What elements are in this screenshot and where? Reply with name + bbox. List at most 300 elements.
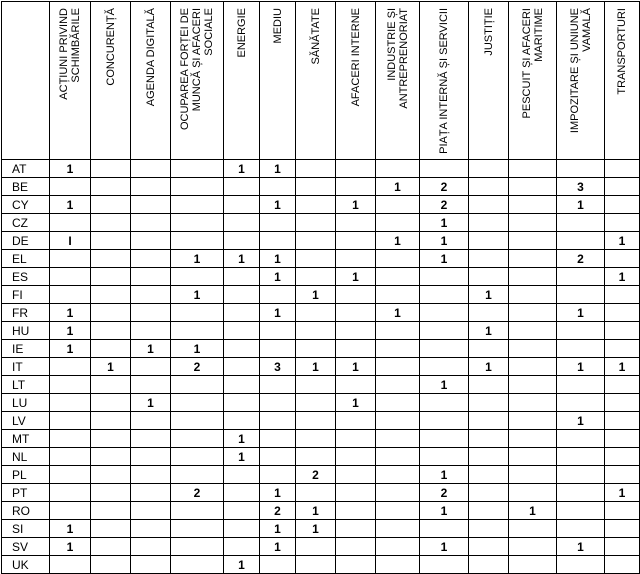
- table-cell: [336, 376, 376, 394]
- table-cell: [376, 430, 420, 448]
- table-cell: [469, 178, 509, 196]
- table-cell: [171, 412, 224, 430]
- table-cell: [557, 484, 605, 502]
- country-code: SI: [2, 520, 50, 538]
- table-cell: 1: [605, 358, 640, 376]
- table-cell: [557, 556, 605, 574]
- table-cell: 1: [557, 412, 605, 430]
- table-cell: [469, 340, 509, 358]
- table-cell: [131, 448, 171, 466]
- table-cell: [260, 232, 296, 250]
- table-cell: 1: [50, 160, 91, 178]
- table-cell: [336, 160, 376, 178]
- table-cell: [509, 556, 557, 574]
- table-cell: 1: [605, 268, 640, 286]
- table-cell: [605, 340, 640, 358]
- table-row: [2, 538, 640, 556]
- country-code: ES: [2, 268, 50, 286]
- table-cell: [260, 178, 296, 196]
- country-code: CZ: [2, 214, 50, 232]
- table-cell: 1: [260, 268, 296, 286]
- column-header-label: INDUSTRIE ȘI ANTREPRENORIAT: [385, 8, 410, 109]
- table-cell: [296, 268, 336, 286]
- table-cell: [131, 322, 171, 340]
- table-cell: [50, 412, 91, 430]
- table-row: [2, 160, 640, 178]
- table-cell: 1: [469, 322, 509, 340]
- table-cell: 1: [336, 268, 376, 286]
- table-cell: [50, 448, 91, 466]
- table-cell: [509, 232, 557, 250]
- table-cell: [336, 430, 376, 448]
- table-cell: [171, 196, 224, 214]
- table-cell: 1: [224, 250, 260, 268]
- table-cell: [605, 196, 640, 214]
- table-cell: [336, 484, 376, 502]
- table-cell: [605, 250, 640, 268]
- table-row: [2, 178, 640, 196]
- table-cell: [91, 304, 131, 322]
- table-cell: [296, 376, 336, 394]
- table-row: [2, 304, 640, 322]
- table-cell: [260, 376, 296, 394]
- table-cell: [336, 466, 376, 484]
- table-cell: [420, 556, 469, 574]
- table-cell: [296, 322, 336, 340]
- table-cell: 1: [420, 214, 469, 232]
- table-row: [2, 250, 640, 268]
- table-cell: [91, 376, 131, 394]
- table-cell: [336, 304, 376, 322]
- table-cell: [376, 394, 420, 412]
- table-cell: 1: [260, 484, 296, 502]
- table-cell: [91, 412, 131, 430]
- table-cell: 2: [260, 502, 296, 520]
- table-cell: [376, 448, 420, 466]
- table-cell: 1: [420, 376, 469, 394]
- table-row: [2, 358, 640, 376]
- column-header-label: IMPOZITARE ȘI UNIUNE VAMALĂ: [568, 8, 593, 134]
- table-cell: [509, 268, 557, 286]
- table-cell: [171, 538, 224, 556]
- table-cell: [296, 556, 336, 574]
- table-cell: [260, 322, 296, 340]
- column-header-label: CONCURENȚĂ: [104, 8, 117, 86]
- table-cell: [91, 484, 131, 502]
- table-cell: [224, 214, 260, 232]
- table-cell: [131, 250, 171, 268]
- table-cell: [509, 466, 557, 484]
- table-cell: [557, 394, 605, 412]
- column-header: [336, 2, 376, 160]
- table-cell: [296, 304, 336, 322]
- table-cell: [131, 466, 171, 484]
- country-code: PT: [2, 484, 50, 502]
- table-cell: [171, 376, 224, 394]
- table-cell: [260, 556, 296, 574]
- column-header: [420, 2, 469, 160]
- table-row: [2, 556, 640, 574]
- table-cell: [469, 556, 509, 574]
- table-cell: 1: [224, 160, 260, 178]
- table-cell: [171, 430, 224, 448]
- table-cell: 1: [224, 430, 260, 448]
- table-cell: [50, 394, 91, 412]
- table-cell: [336, 178, 376, 196]
- table-cell: [509, 358, 557, 376]
- table-cell: [605, 448, 640, 466]
- country-code: AT: [2, 160, 50, 178]
- country-code: LV: [2, 412, 50, 430]
- table-cell: [50, 484, 91, 502]
- table-cell: 1: [296, 358, 336, 376]
- table-cell: [224, 178, 260, 196]
- table-row: [2, 196, 640, 214]
- table-cell: [131, 286, 171, 304]
- table-cell: [296, 448, 336, 466]
- table-cell: [171, 466, 224, 484]
- table-cell: [605, 556, 640, 574]
- table-cell: [91, 448, 131, 466]
- table-cell: [336, 340, 376, 358]
- table-cell: 1: [171, 340, 224, 358]
- table-cell: [171, 394, 224, 412]
- column-header-label: JUSTIȚIE: [482, 8, 495, 56]
- table-cell: [469, 160, 509, 178]
- table-cell: 1: [91, 358, 131, 376]
- table-row: [2, 412, 640, 430]
- table-cell: [469, 214, 509, 232]
- table-row: [2, 322, 640, 340]
- table-cell: [171, 268, 224, 286]
- table-cell: [509, 160, 557, 178]
- country-code: FI: [2, 286, 50, 304]
- table-cell: [336, 556, 376, 574]
- table-cell: [260, 214, 296, 232]
- table-cell: [260, 394, 296, 412]
- table-cell: [557, 268, 605, 286]
- table-cell: 1: [509, 502, 557, 520]
- table-cell: [91, 340, 131, 358]
- table-cell: [131, 214, 171, 232]
- table-cell: [376, 412, 420, 430]
- table-cell: [224, 412, 260, 430]
- table-cell: [376, 538, 420, 556]
- table-cell: [605, 466, 640, 484]
- table-cell: [91, 178, 131, 196]
- table-cell: [91, 466, 131, 484]
- table-row: [2, 502, 640, 520]
- table-cell: [260, 286, 296, 304]
- country-code: LT: [2, 376, 50, 394]
- table-cell: [557, 430, 605, 448]
- table-cell: [509, 394, 557, 412]
- table-cell: [376, 340, 420, 358]
- column-header: [50, 2, 91, 160]
- table-cell: [605, 160, 640, 178]
- table-row: [2, 232, 640, 250]
- column-header: [605, 2, 640, 160]
- table-cell: 1: [336, 394, 376, 412]
- table-cell: [376, 358, 420, 376]
- column-header: [509, 2, 557, 160]
- table-cell: 3: [260, 358, 296, 376]
- table-cell: [336, 322, 376, 340]
- table-cell: [224, 322, 260, 340]
- column-header-label: MEDIU: [271, 8, 284, 44]
- table-cell: [131, 556, 171, 574]
- table-cell: [224, 394, 260, 412]
- table-cell: [420, 304, 469, 322]
- column-header-label: ACȚIUNI PRIVIND SCHIMBĂRILE: [58, 8, 82, 100]
- table-cell: [296, 412, 336, 430]
- table-cell: [50, 268, 91, 286]
- country-code: PL: [2, 466, 50, 484]
- table-cell: 1: [420, 466, 469, 484]
- table-row: [2, 448, 640, 466]
- table-cell: [509, 538, 557, 556]
- country-topic-table: [1, 1, 640, 574]
- table-cell: [420, 448, 469, 466]
- table-cell: [557, 448, 605, 466]
- header-row: [2, 2, 640, 160]
- country-code: NL: [2, 448, 50, 466]
- table-cell: [131, 304, 171, 322]
- table-cell: [376, 286, 420, 304]
- table-cell: [50, 502, 91, 520]
- table-cell: [509, 376, 557, 394]
- table-cell: [336, 214, 376, 232]
- table-cell: [91, 250, 131, 268]
- table-cell: 1: [50, 196, 91, 214]
- table-cell: [131, 196, 171, 214]
- table-cell: 1: [376, 178, 420, 196]
- table-cell: [171, 178, 224, 196]
- table-cell: [376, 466, 420, 484]
- table-cell: [469, 304, 509, 322]
- table-cell: [509, 304, 557, 322]
- country-code: DE: [2, 232, 50, 250]
- table-cell: [605, 520, 640, 538]
- table-cell: I: [50, 232, 91, 250]
- table-cell: [469, 484, 509, 502]
- column-header-label: PIAȚA INTERNĂ ȘI SERVICII: [438, 8, 450, 154]
- table-cell: [296, 538, 336, 556]
- table-cell: [224, 376, 260, 394]
- table-cell: [605, 322, 640, 340]
- column-header-label: AFACERI INTERNE: [349, 8, 362, 107]
- table-cell: 1: [336, 196, 376, 214]
- table-cell: [296, 196, 336, 214]
- table-cell: [336, 520, 376, 538]
- table-cell: [469, 250, 509, 268]
- table-cell: [224, 520, 260, 538]
- table-cell: 1: [469, 358, 509, 376]
- table-cell: 1: [131, 394, 171, 412]
- table-cell: [557, 160, 605, 178]
- table-cell: [605, 394, 640, 412]
- table-cell: [336, 232, 376, 250]
- table-cell: [91, 520, 131, 538]
- table-cell: [605, 214, 640, 232]
- table-cell: [224, 466, 260, 484]
- table-cell: 1: [296, 502, 336, 520]
- table-cell: 1: [260, 160, 296, 178]
- table-cell: [91, 232, 131, 250]
- table-cell: [91, 160, 131, 178]
- table-cell: [469, 412, 509, 430]
- header-corner: [2, 2, 50, 160]
- table-cell: [376, 502, 420, 520]
- table-cell: [171, 448, 224, 466]
- table-cell: [557, 286, 605, 304]
- country-code: FR: [2, 304, 50, 322]
- table-cell: [605, 178, 640, 196]
- country-code: EL: [2, 250, 50, 268]
- table-cell: [605, 286, 640, 304]
- table-row: [2, 340, 640, 358]
- table-cell: [469, 232, 509, 250]
- country-code: HU: [2, 322, 50, 340]
- table-cell: 1: [260, 250, 296, 268]
- table-cell: [224, 358, 260, 376]
- table-cell: [557, 502, 605, 520]
- table-cell: [50, 286, 91, 304]
- table-cell: 2: [420, 484, 469, 502]
- table-cell: [469, 448, 509, 466]
- table-row: [2, 520, 640, 538]
- table-cell: 1: [260, 520, 296, 538]
- table-cell: [91, 538, 131, 556]
- table-cell: [91, 268, 131, 286]
- table-cell: 1: [50, 520, 91, 538]
- table-cell: [131, 502, 171, 520]
- table-cell: [224, 286, 260, 304]
- table-cell: [469, 394, 509, 412]
- table-cell: [50, 358, 91, 376]
- table-cell: [131, 520, 171, 538]
- table-cell: [509, 484, 557, 502]
- table-cell: 1: [557, 358, 605, 376]
- table-cell: 2: [420, 178, 469, 196]
- table-cell: 1: [171, 286, 224, 304]
- table-cell: [50, 376, 91, 394]
- table-cell: 1: [260, 196, 296, 214]
- table-cell: 1: [605, 232, 640, 250]
- table-cell: [420, 160, 469, 178]
- column-header: [260, 2, 296, 160]
- table-cell: [336, 286, 376, 304]
- table-cell: [509, 412, 557, 430]
- table-cell: 2: [171, 358, 224, 376]
- table-cell: [91, 430, 131, 448]
- table-cell: [260, 412, 296, 430]
- table-cell: [91, 322, 131, 340]
- country-code: MT: [2, 430, 50, 448]
- table-cell: 2: [296, 466, 336, 484]
- table-cell: [91, 196, 131, 214]
- column-header: [171, 2, 224, 160]
- table-cell: [131, 268, 171, 286]
- table-cell: [224, 304, 260, 322]
- country-code: IE: [2, 340, 50, 358]
- table-cell: [469, 196, 509, 214]
- column-header: [224, 2, 260, 160]
- table-cell: [420, 340, 469, 358]
- table-cell: [557, 232, 605, 250]
- column-header-label: OCUPAREA FORȚEI DE MUNCĂ ȘI AFACERI SOCIALE: [179, 8, 215, 131]
- table-cell: 1: [376, 232, 420, 250]
- table-cell: [91, 556, 131, 574]
- country-code: SV: [2, 538, 50, 556]
- table-cell: [509, 448, 557, 466]
- table-cell: 3: [557, 178, 605, 196]
- table-cell: 1: [50, 538, 91, 556]
- table-cell: 1: [557, 538, 605, 556]
- column-header-label: PESCUIT ȘI AFACERI MARITIME: [520, 8, 545, 119]
- table-cell: [420, 394, 469, 412]
- table-cell: [50, 250, 91, 268]
- column-header-label: AGENDA DIGITALĂ: [144, 8, 157, 107]
- table-cell: [336, 502, 376, 520]
- table-cell: [171, 502, 224, 520]
- table-cell: [296, 394, 336, 412]
- table-cell: 1: [260, 538, 296, 556]
- table-cell: [509, 196, 557, 214]
- table-cell: [131, 538, 171, 556]
- table-cell: [224, 268, 260, 286]
- table-row: [2, 214, 640, 232]
- country-code: RO: [2, 502, 50, 520]
- table-cell: [50, 466, 91, 484]
- table-cell: 2: [420, 196, 469, 214]
- table-cell: [557, 520, 605, 538]
- table-cell: [420, 322, 469, 340]
- table-cell: [420, 358, 469, 376]
- table-cell: 1: [224, 448, 260, 466]
- table-cell: 1: [420, 538, 469, 556]
- column-header: [376, 2, 420, 160]
- table-row: [2, 484, 640, 502]
- table-cell: 1: [376, 304, 420, 322]
- table-cell: 1: [469, 286, 509, 304]
- table-cell: [420, 430, 469, 448]
- table-cell: 1: [420, 502, 469, 520]
- table-cell: [224, 232, 260, 250]
- table-cell: [509, 250, 557, 268]
- table-cell: [296, 250, 336, 268]
- table-cell: [557, 322, 605, 340]
- table-cell: [260, 340, 296, 358]
- table-cell: [336, 538, 376, 556]
- table-cell: [131, 358, 171, 376]
- table-cell: [296, 484, 336, 502]
- table-cell: [260, 466, 296, 484]
- table-cell: [336, 448, 376, 466]
- table-cell: [376, 322, 420, 340]
- table-row: [2, 430, 640, 448]
- table-cell: [131, 430, 171, 448]
- table-cell: [420, 412, 469, 430]
- table-cell: [224, 484, 260, 502]
- table-cell: [605, 376, 640, 394]
- column-header-label: SĂNĂTATE: [309, 8, 322, 65]
- table-cell: [336, 412, 376, 430]
- table-cell: [131, 376, 171, 394]
- table-row: [2, 268, 640, 286]
- table-cell: 1: [50, 304, 91, 322]
- table-cell: [376, 520, 420, 538]
